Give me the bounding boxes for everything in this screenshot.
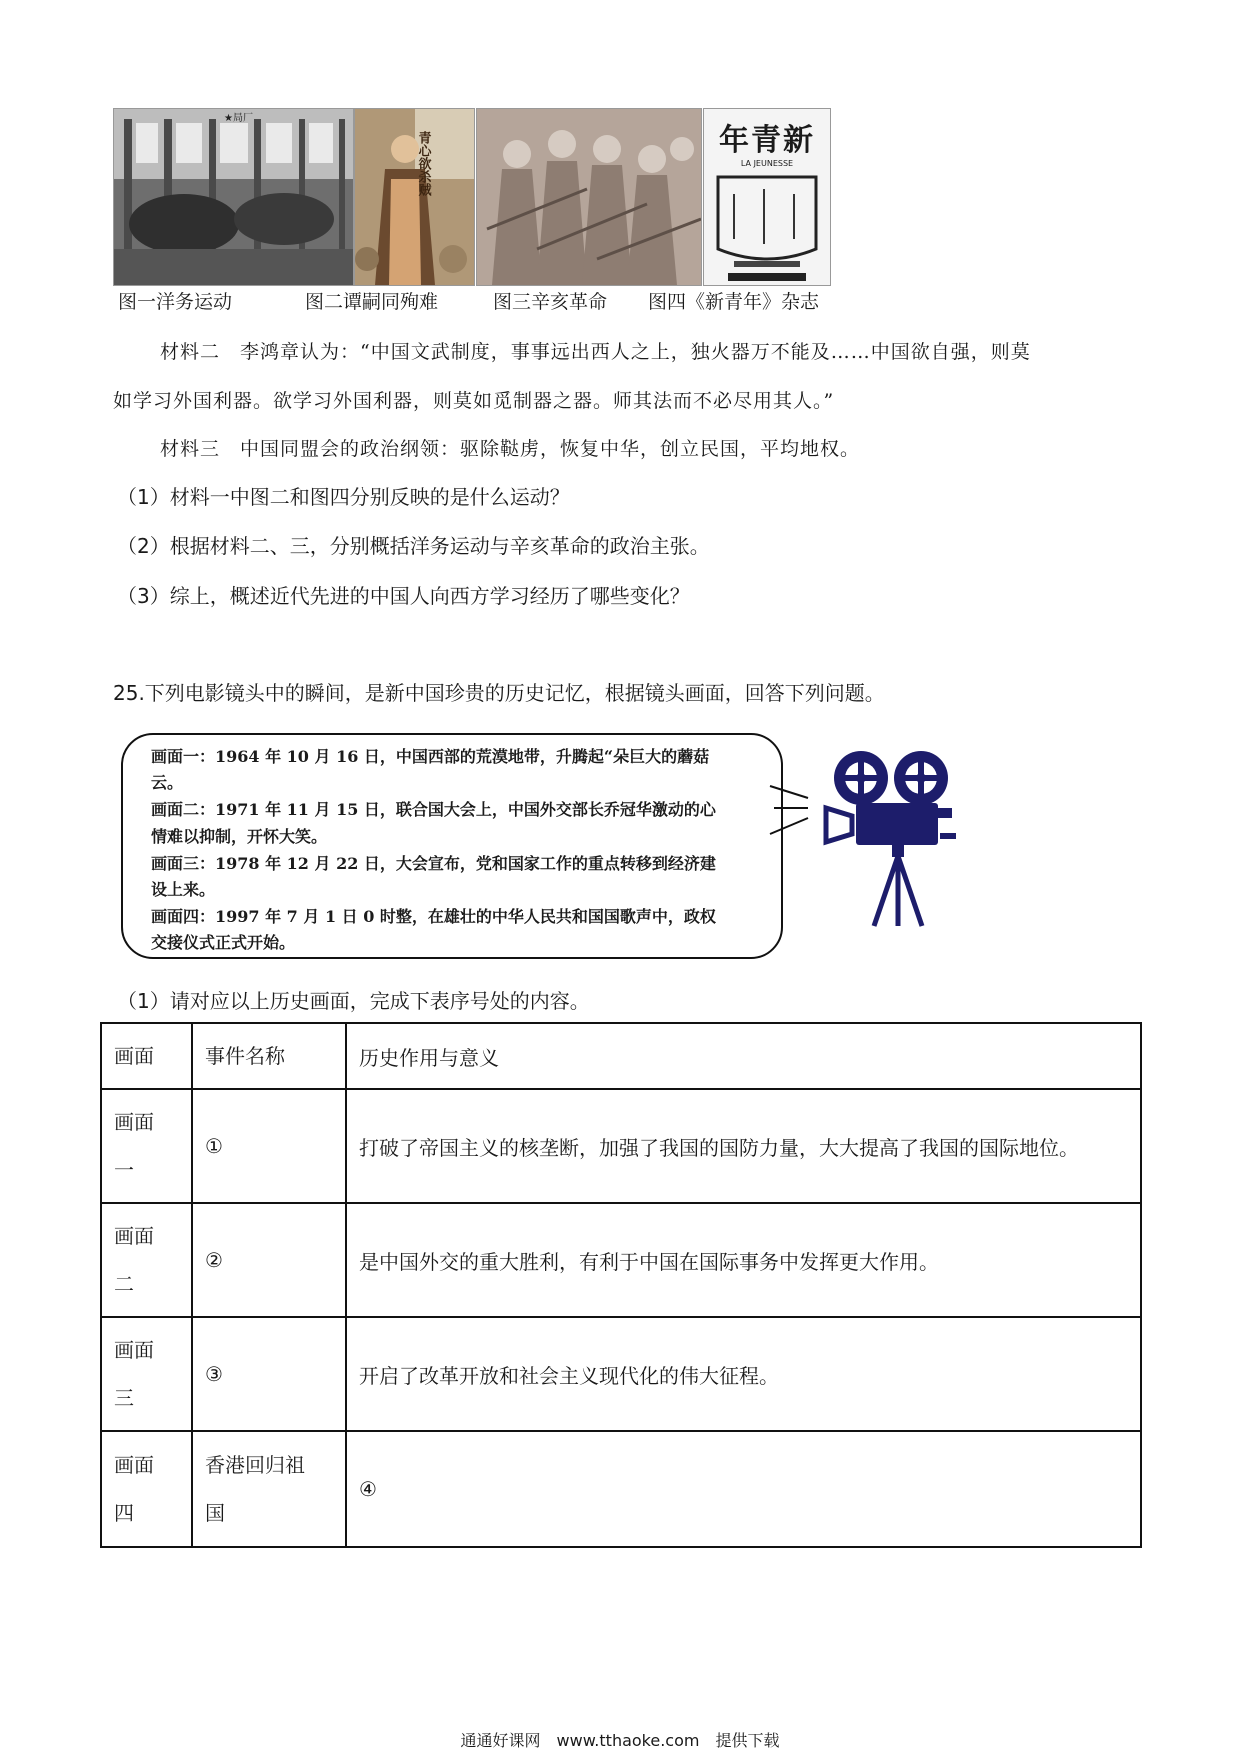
header-scene: 画面	[101, 1023, 192, 1089]
bubble-line-8: 交接仪式正式开始。	[151, 933, 296, 952]
figure-3-photo	[476, 108, 702, 286]
scene-cell	[101, 1431, 192, 1547]
significance-cell: 是中国外交的重大胜利，有利于中国在国际事务中发挥更大作用。	[346, 1203, 1141, 1317]
bubble-line-4: 情难以抑制，开怀大笑。	[151, 827, 328, 846]
table-header-row	[101, 1023, 1141, 1089]
bubble-line-2: 云。	[151, 773, 184, 792]
xinhai-relief-illustration	[477, 109, 701, 285]
figure-4-subtitle: LA JEUNESSE	[740, 159, 794, 168]
question-25-1: （1）请对应以上历史画面，完成下表序号处的内容。	[117, 989, 590, 1013]
question-24-3: （3）综上，概述近代先进的中国人向西方学习经历了哪些变化？	[117, 584, 690, 608]
scene-number: 四	[114, 1501, 134, 1525]
bubble-line-5: 画面三：1978 年 12 月 22 日，大会宣布，党和国家工作的重点转移到经济建	[151, 854, 716, 873]
material-2-line-2: 如学习外国利器。欲学习外国利器，则莫如觅制器之器。师其法而不必尽用其人。”	[113, 390, 835, 412]
table-row	[101, 1203, 1141, 1317]
question-25-stem: 25.下列电影镜头中的瞬间，是新中国珍贵的历史记忆，根据镜头画面，回答下列问题。	[113, 681, 885, 705]
scene-number: 三	[114, 1386, 134, 1410]
page-footer: 通通好课网 www.tthaoke.com 提供下载	[460, 1731, 780, 1750]
scene-label: 画面	[114, 1110, 154, 1134]
significance-cell: 开启了改革开放和社会主义现代化的伟大征程。	[346, 1317, 1141, 1431]
figure-2-photo	[354, 108, 475, 286]
figure-1-photo	[113, 108, 354, 286]
event-cell[interactable]: ②	[192, 1203, 346, 1317]
event-line-2: 国	[205, 1501, 225, 1525]
movie-camera-icon	[818, 748, 968, 928]
bubble-line-7: 画面四：1997 年 7 月 1 日 0 时整，在雄壮的中华人民共和国国歌声中，政权	[151, 907, 716, 926]
scene-label: 画面	[114, 1453, 154, 1477]
material-2-line-1: 材料二 李鸿章认为：“中国文武制度，事事远出西人之上，独火器万不能及……中国欲自强，则莫	[160, 341, 1031, 363]
tan-sitong-illustration	[355, 109, 474, 285]
bubble-line-6: 设上来。	[151, 880, 216, 899]
figure-4-photo	[703, 108, 831, 286]
event-cell[interactable]: ①	[192, 1089, 346, 1203]
event-cell	[192, 1431, 346, 1547]
significance-cell[interactable]: ④	[346, 1431, 1141, 1547]
event-cell[interactable]: ③	[192, 1317, 346, 1431]
scene-label: 画面	[114, 1338, 154, 1362]
table-row	[101, 1431, 1141, 1547]
significance-cell: 打破了帝国主义的核垄断，加强了我国的国防力量，大大提高了我国的国际地位。	[346, 1089, 1141, 1203]
scene-cell	[101, 1089, 192, 1203]
header-event: 事件名称	[192, 1023, 346, 1089]
header-significance: 历史作用与意义	[346, 1023, 1141, 1089]
scene-number: 二	[114, 1272, 134, 1296]
event-line-1: 香港回归祖	[205, 1453, 305, 1477]
figure-1-caption: 图一洋务运动	[118, 291, 233, 313]
factory-illustration	[114, 109, 353, 285]
figure-4-caption: 图四《新青年》杂志	[648, 291, 820, 313]
bubble-line-3: 画面二：1971 年 11 月 15 日，联合国大会上，中国外交部长乔冠华激动的心	[151, 800, 716, 819]
figure-2-caption: 图二谭嗣同殉难	[305, 291, 439, 313]
answer-table	[100, 1022, 1142, 1548]
scene-number: 一	[114, 1158, 134, 1182]
svg-text:★局厂: ★局厂	[224, 113, 253, 124]
figure-2-brush-text: 青心欲杀贼	[415, 131, 431, 196]
material-3: 材料三 中国同盟会的政治纲领：驱除鞑虏，恢复中华，创立民国，平均地权。	[160, 438, 861, 460]
scene-label: 画面	[114, 1224, 154, 1248]
scene-cell	[101, 1203, 192, 1317]
figure-3-caption: 图三辛亥革命	[493, 291, 608, 313]
table-row	[101, 1317, 1141, 1431]
table-row	[101, 1089, 1141, 1203]
figure-4-masthead: 年青新	[719, 123, 815, 158]
question-24-1: （1）材料一中图二和图四分别反映的是什么运动？	[117, 485, 570, 509]
figure-4-frame	[704, 169, 830, 285]
scene-cell	[101, 1317, 192, 1431]
bubble-line-1: 画面一：1964 年 10 月 16 日，中国西部的荒漠地带，升腾起“朵巨大的蘑菇	[151, 747, 710, 766]
question-24-2: （2）根据材料二、三，分别概括洋务运动与辛亥革命的政治主张。	[117, 534, 710, 558]
